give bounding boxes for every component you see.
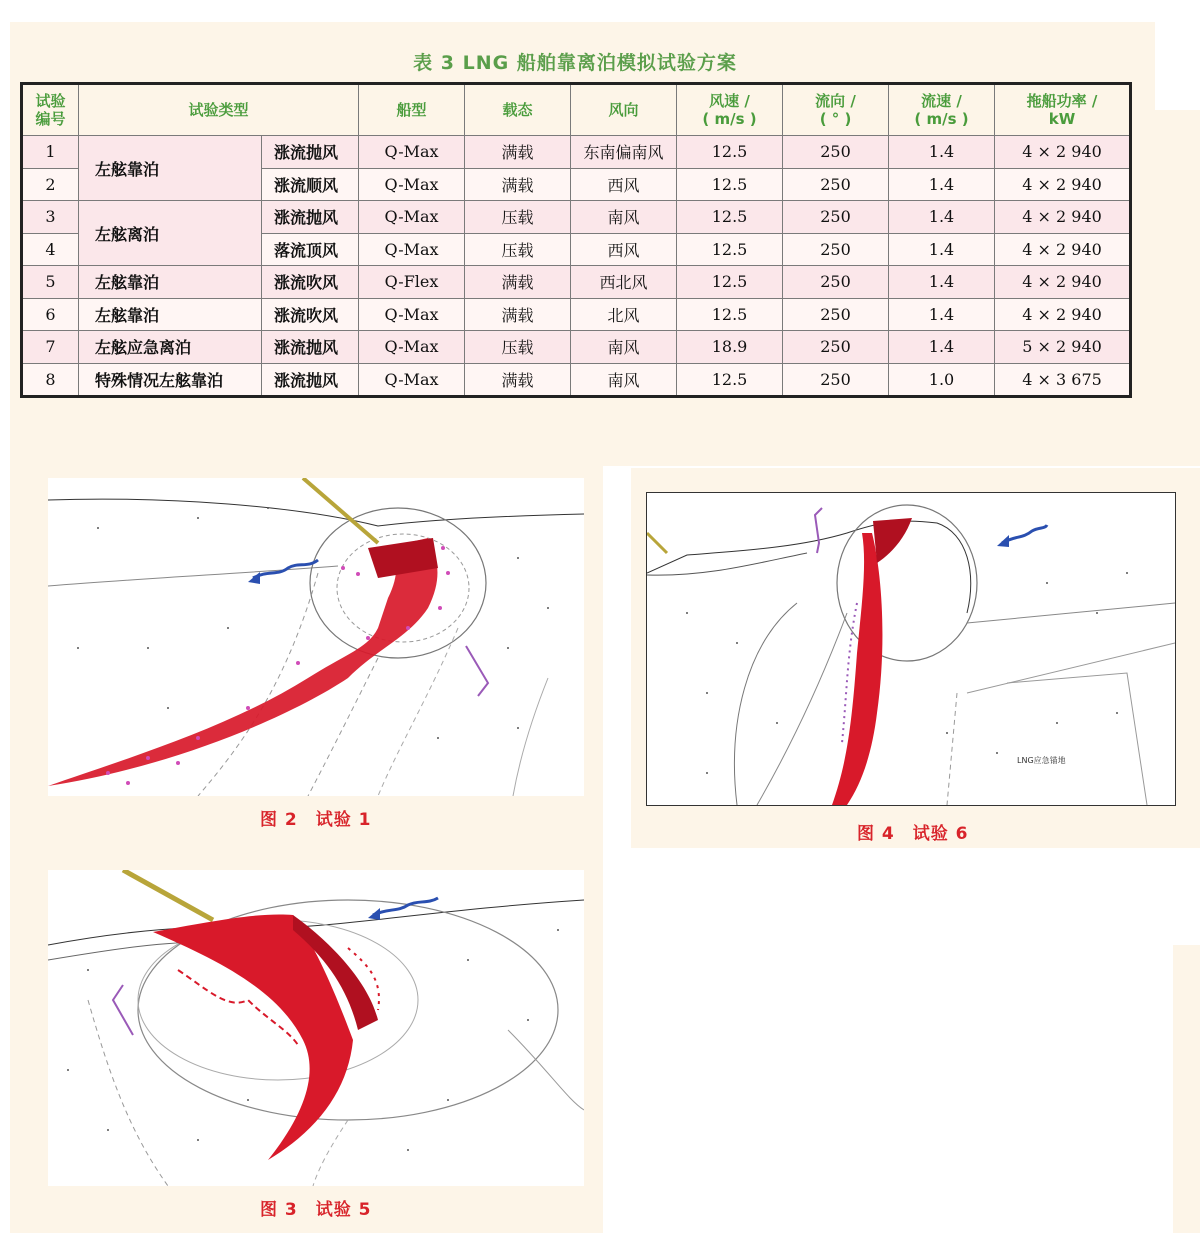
header-load: 载态 [465, 84, 571, 136]
table-row: 7 左舷应急离泊 涨流抛风 Q-Max 压载 南风 18.9 250 1.4 5 × 2 940 [22, 331, 1131, 364]
table-row: 5 左舷靠泊 涨流吹风 Q-Flex 满载 西北风 12.5 250 1.4 4 × 2 940 [22, 266, 1131, 299]
header-tug-power: 拖船功率 / kW [995, 84, 1131, 136]
table-row: 3 左舷离泊 涨流抛风 Q-Max 压载 南风 12.5 250 1.4 4 × 2 940 [22, 201, 1131, 234]
table-title: 表 3 LNG 船舶靠离泊模拟试验方案 [413, 52, 737, 74]
header-wind-dir: 风向 [571, 84, 677, 136]
header-no: 试验 编号 [22, 84, 79, 136]
figure-4-caption: 图 4 试验 6 [857, 824, 969, 844]
wind-arrow-icon [253, 560, 318, 578]
flow-arrow-icon [466, 646, 488, 696]
header-type: 试验类型 [79, 84, 359, 136]
table-row: 4 落流顶风 Q-Max 压载 西风 12.5 250 1.4 4 × 2 940 [22, 233, 1131, 266]
figure-4-svg [647, 493, 1175, 805]
table-row: 2 涨流顺风 Q-Max 满载 西风 12.5 250 1.4 4 × 2 940 [22, 168, 1131, 201]
header-wind-speed: 风速 / ( m/s ) [677, 84, 783, 136]
header-ship: 船型 [359, 84, 465, 136]
header-flow-dir: 流向 / ( ° ) [783, 84, 889, 136]
experiment-table [20, 82, 1132, 398]
header-flow-speed: 流速 / ( m/s ) [889, 84, 995, 136]
flow-arrow-icon [815, 508, 822, 553]
page-background-right-bottom [1173, 945, 1200, 1233]
figure-3-caption: 图 3 试验 5 [260, 1200, 372, 1220]
table-row: 6 左舷靠泊 涨流吹风 Q-Max 满载 北风 12.5 250 1.4 4 × 2 940 [22, 298, 1131, 331]
page-background-right-top [1155, 110, 1200, 406]
figure-2-svg [48, 478, 584, 796]
figure-3-svg [48, 870, 584, 1186]
figure-2-map [48, 478, 584, 796]
trajectory-shape [832, 533, 882, 805]
anchorage-label: LNG应急锚地 [1017, 756, 1066, 765]
figure-4-map [646, 492, 1176, 806]
figure-3-map [48, 870, 584, 1186]
table-row: 8 特殊情况左舷靠泊 涨流抛风 Q-Max 满载 南风 12.5 250 1.0 4 × 3 675 [22, 363, 1131, 397]
page-background-strip [10, 406, 1200, 466]
wind-arrow-icon [373, 898, 438, 915]
flow-arrow-icon [113, 985, 133, 1035]
table-row: 1 左舷靠泊 涨流抛风 Q-Max 满载 东南偏南风 12.5 250 1.4 4 × 2 940 [22, 136, 1131, 169]
figure-2-caption: 图 2 试验 1 [260, 810, 372, 830]
